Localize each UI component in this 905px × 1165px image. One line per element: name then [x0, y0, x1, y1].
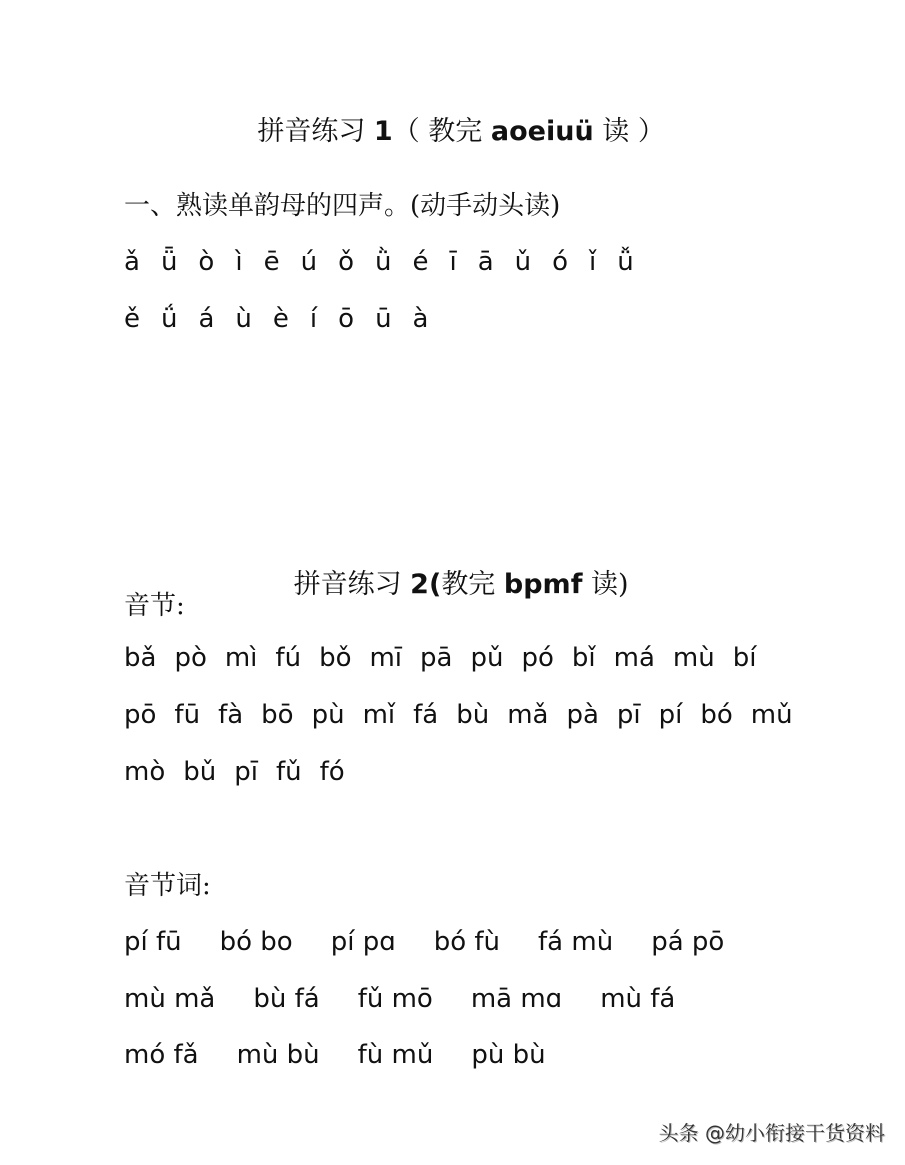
- tone-vowel: ō: [338, 304, 355, 334]
- syllable: bǒ: [319, 643, 352, 673]
- words-label: 音节词:: [124, 871, 211, 901]
- tone-vowel: ě: [124, 304, 140, 334]
- tone-vowel: ó: [552, 247, 569, 277]
- syllable-word: pù bù: [471, 1040, 546, 1070]
- syllable-word: pá pō: [651, 927, 725, 957]
- syllable: mǐ: [362, 700, 396, 730]
- syllable: pò: [174, 643, 207, 673]
- syllable-word: bó bo: [219, 927, 293, 957]
- syllable: fǔ: [275, 757, 302, 787]
- syllable: fú: [275, 643, 302, 673]
- words-row-2: [124, 979, 885, 1019]
- tone-vowel: ǐ: [589, 247, 597, 277]
- tone-vowel: ē: [263, 247, 280, 277]
- syllable: mī: [369, 643, 403, 673]
- title-open: （ 教完: [392, 116, 491, 147]
- tone-vowel: ǒ: [338, 247, 354, 277]
- tone-vowel: á: [198, 304, 215, 334]
- section1-heading: 一、熟读单韵母的四声。(动手动头读): [124, 191, 561, 221]
- syllable: pī: [616, 700, 641, 730]
- syllable: fū: [174, 700, 201, 730]
- syllable: fá: [413, 700, 439, 730]
- tone-vowel: ǜ: [374, 247, 392, 277]
- syllables-row-1: [124, 638, 885, 678]
- syllable-word: fù mǔ: [357, 1040, 434, 1070]
- tone-vowel: ā: [477, 247, 494, 277]
- title-number: 2(: [410, 569, 442, 600]
- tone-vowel: ù: [235, 304, 252, 334]
- syllable-word: mù bù: [236, 1040, 320, 1070]
- syllable: bù: [456, 700, 490, 730]
- syllable: mò: [124, 757, 166, 787]
- syllable: mǔ: [750, 700, 793, 730]
- title-prefix: 拼音练习: [293, 569, 411, 600]
- tone-vowel: ú: [300, 247, 318, 277]
- words-row-3: [124, 1035, 885, 1075]
- words-row-1: [124, 922, 885, 962]
- title-letters: aoeiuü: [490, 116, 594, 147]
- title-number: 1: [373, 116, 393, 147]
- syllables-row-3: [124, 752, 885, 792]
- title-prefix: 拼音练习: [257, 116, 374, 147]
- syllable-word: mù mǎ: [124, 984, 216, 1014]
- syllable-word: fǔ mō: [357, 984, 433, 1014]
- syllable: pī: [234, 757, 258, 787]
- syllable: pù: [311, 700, 345, 730]
- syllable: má: [613, 643, 655, 673]
- syllable-word: mó fǎ: [124, 1040, 199, 1070]
- syllable-word: fá mù: [538, 927, 614, 957]
- syllable: pǔ: [470, 643, 504, 673]
- syllable: bǔ: [183, 757, 217, 787]
- syllable-word: pí pɑ: [330, 927, 396, 957]
- tone-vowel: ì: [235, 247, 243, 277]
- title-letters: bpmf: [503, 569, 583, 600]
- syllables-row-2: [124, 695, 885, 735]
- syllable: bō: [261, 700, 294, 730]
- syllable-word: mā mɑ: [470, 984, 563, 1014]
- title-mid: 教完: [441, 569, 504, 600]
- tone-vowel: ǖ: [160, 247, 178, 277]
- syllable: pó: [521, 643, 554, 673]
- syllable-word: pí fū: [124, 927, 182, 957]
- syllable: fà: [218, 700, 244, 730]
- tone-vowel: ī: [449, 247, 457, 277]
- tone-vowel: é: [412, 247, 429, 277]
- tone-row-2: [124, 299, 885, 339]
- tone-vowel: ò: [198, 247, 215, 277]
- syllable: pā: [420, 643, 453, 673]
- title-close: 读 ）: [593, 116, 665, 147]
- syllable: bó: [700, 700, 733, 730]
- syllable: bǎ: [124, 643, 157, 673]
- title-close: 读): [582, 569, 629, 600]
- syllable: pí: [658, 700, 683, 730]
- syllable: mù: [672, 643, 715, 673]
- syllable-word: bó fù: [433, 927, 501, 957]
- tone-vowel: ǘ: [161, 304, 178, 334]
- tone-vowel: ū: [375, 304, 392, 334]
- syllable: mì: [224, 643, 258, 673]
- syllable: mǎ: [507, 700, 549, 730]
- tone-row-1: [124, 242, 885, 282]
- watermark: 头条 @幼小衔接干货资料: [658, 1121, 885, 1145]
- tone-vowel: í: [309, 304, 318, 334]
- section1-title: [0, 72, 905, 152]
- syllable-word: mù fá: [600, 984, 676, 1014]
- syllable-word: bù fá: [253, 984, 320, 1014]
- syllable: bǐ: [571, 643, 596, 673]
- syllable: bí: [732, 643, 757, 673]
- syllable: pà: [566, 700, 599, 730]
- tone-vowel: ǔ: [514, 247, 532, 277]
- syllable: pō: [124, 700, 157, 730]
- tone-vowel: à: [412, 304, 429, 334]
- syllables-label: 音节:: [124, 591, 185, 621]
- tone-vowel: è: [272, 304, 289, 334]
- tone-vowel: ǚ: [617, 247, 634, 277]
- syllable: fó: [319, 757, 345, 787]
- tone-vowel: ǎ: [124, 247, 140, 277]
